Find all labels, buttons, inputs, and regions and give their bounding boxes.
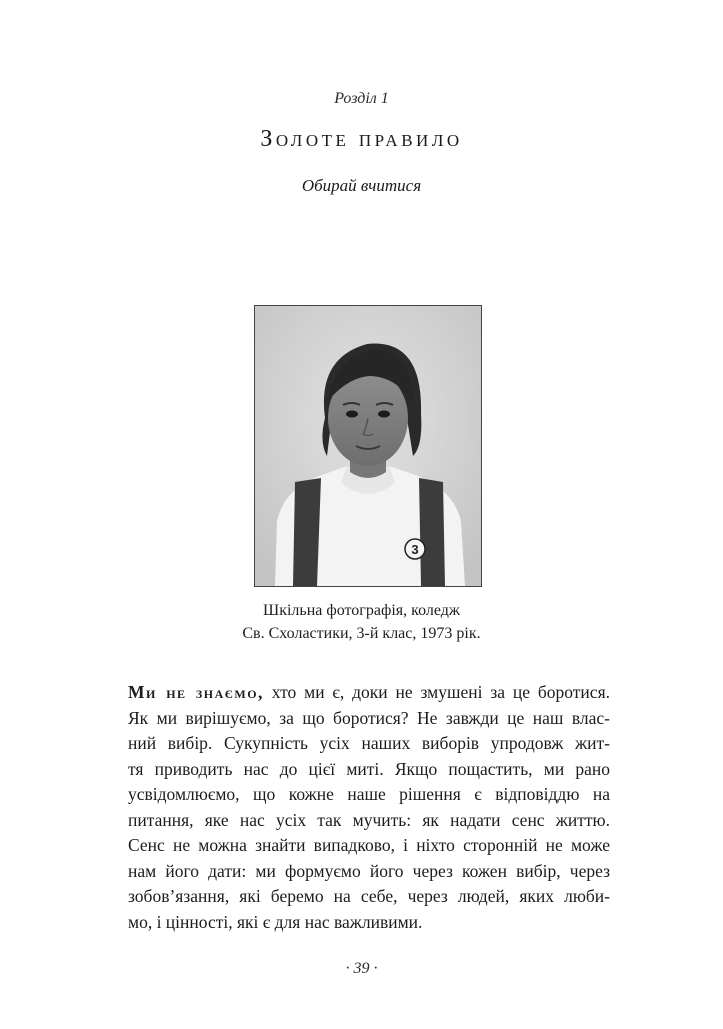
chapter-label: Розділ 1	[334, 90, 389, 107]
body-line: тя приводить нас до цієї миті. Якщо пощастить, ми рано	[128, 758, 610, 779]
body-line: нам його дати: ми формуємо його через кожен вибір, через	[128, 860, 610, 881]
body-line: зобов’язання, які беремо на себе, через людей, яких люби-	[128, 886, 610, 906]
body-line: усвідомлюємо, що кожне наше рішення є відповіддю на	[128, 784, 610, 804]
badge-number: 3	[411, 542, 419, 557]
chapter-title: Золоте правило	[260, 126, 463, 152]
lead-in: Ми не знаємо,	[128, 682, 264, 702]
body-line: Сенс не можна знайти випадково, і ніхто сторонній не може	[128, 835, 610, 855]
body-line: ний вибір. Сукупність усіх наших виборів упродовж жит-	[128, 733, 610, 753]
body-paragraph	[128, 680, 610, 935]
body-line: питання, яке нас усіх так мучить: як надати сенс життю.	[128, 809, 610, 830]
school-photo-image	[255, 306, 481, 586]
body-line-text: хто ми є, доки не змушені за це боротися.	[263, 682, 610, 702]
school-photo	[254, 305, 482, 587]
page-number: · 39 ·	[345, 960, 378, 977]
photo-caption	[0, 599, 723, 645]
body-line: Як ми вирішуємо, за що боротися? Не завжди це наш влас-	[128, 707, 610, 728]
caption-line: Св. Схоластики, 3-й клас, 1973 рік.	[242, 625, 481, 642]
body-line	[128, 680, 610, 706]
body-line: мо, і цінності, які є для нас важливими.	[128, 911, 423, 932]
chapter-subtitle: Обирай вчитися	[301, 176, 422, 195]
caption-line: Шкільна фотографія, коледж	[263, 602, 460, 619]
